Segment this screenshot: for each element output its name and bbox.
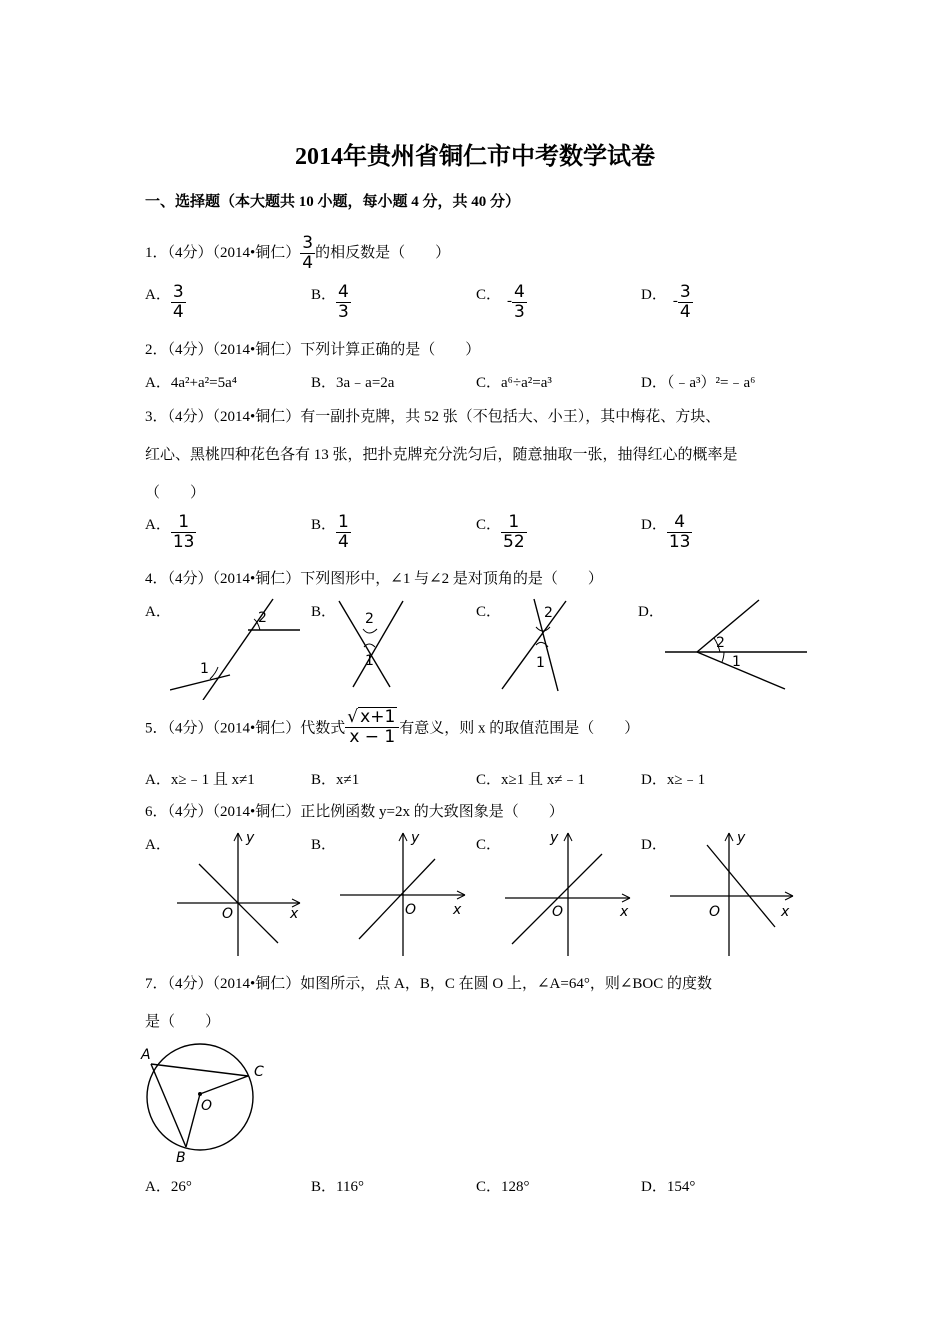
question-3: 3．（4分）（2014•铜仁）有一副扑克牌，共 52 张（不包括大、小王），其中梅花、方块、 — [145, 409, 721, 425]
graph-c — [502, 828, 637, 963]
q1-option-a[interactable]: A． $\frac{3}{4}$ — [145, 282, 184, 322]
q3-option-b[interactable]: B． $\frac{1}{4}$ — [311, 512, 349, 552]
q5-option-c[interactable]: C．x≥1 且 x≠﹣1 — [476, 772, 585, 788]
q3-option-a[interactable]: A． $\frac{1}{13}$ — [145, 512, 195, 552]
q2-option-b[interactable]: B．3a﹣a=2a — [311, 375, 395, 391]
question-4: 4．（4分）（2014•铜仁）下列图形中，∠1 与∠2 是对顶角的是（ ） — [145, 571, 603, 587]
svg-text:y: y — [737, 830, 746, 846]
question-2: 2．（4分）（2014•铜仁）下列计算正确的是（ ） — [145, 342, 481, 358]
q7-option-d[interactable]: D．154° — [641, 1179, 696, 1195]
graph-b — [337, 828, 472, 963]
q7-option-b[interactable]: B．116° — [311, 1179, 364, 1195]
q5-option-b[interactable]: B．x≠1 — [311, 772, 360, 788]
angle-1-label: 1 — [200, 661, 209, 677]
q7-option-a[interactable]: A．26° — [145, 1179, 192, 1195]
q1-option-c[interactable]: C． - $\frac{4}{3}$ — [476, 282, 525, 322]
q7-option-c[interactable]: C．128° — [476, 1179, 530, 1195]
svg-text:1: 1 — [536, 655, 545, 671]
q3-option-c[interactable]: C． $\frac{1}{52}$ — [476, 512, 525, 552]
angle-figure-b — [335, 597, 410, 690]
svg-text:y: y — [411, 830, 420, 846]
q6-option-a[interactable]: A． — [145, 837, 171, 853]
question-3-line3: （ ） — [145, 485, 206, 501]
q2-option-c[interactable]: C．a⁶÷a²=a³ — [476, 375, 552, 391]
svg-text:O: O — [201, 1098, 213, 1114]
svg-text:1: 1 — [732, 654, 741, 670]
q5-option-d[interactable]: D．x≥﹣1 — [641, 772, 706, 788]
fraction: $\frac{3}{4}$ — [302, 233, 314, 273]
q4-option-c[interactable]: C． — [476, 604, 502, 620]
angle-figure-a — [170, 595, 305, 700]
svg-text:O: O — [222, 906, 234, 922]
q5-option-a[interactable]: A．x≥﹣1 且 x≠1 — [145, 772, 255, 788]
svg-text:O: O — [709, 904, 721, 920]
q1-option-d[interactable]: D． - $\frac{3}{4}$ — [641, 282, 691, 322]
q6-option-d[interactable]: D． — [641, 837, 667, 853]
circle-figure — [138, 1042, 273, 1167]
svg-text:x: x — [290, 906, 299, 922]
question-7-line2: 是（ ） — [145, 1014, 221, 1030]
svg-text:2: 2 — [365, 611, 374, 627]
question-1 — [145, 234, 450, 273]
question-3-line2: 红心、黑桃四种花色各有 13 张，把扑克牌充分洗匀后，随意抽取一张，抽得红心的概率是 — [145, 447, 738, 463]
svg-text:A: A — [141, 1047, 151, 1063]
question-number: 1． — [145, 244, 168, 261]
graph-d — [667, 828, 802, 963]
svg-text:B: B — [176, 1150, 186, 1166]
q4-option-d[interactable]: D． — [638, 604, 664, 620]
svg-text:1: 1 — [365, 653, 374, 669]
svg-text:O: O — [405, 902, 417, 918]
svg-text:x: x — [453, 902, 462, 918]
q4-option-b[interactable]: B． — [311, 604, 337, 620]
svg-text:y: y — [246, 830, 255, 846]
svg-text:y: y — [550, 830, 559, 846]
q2-option-d[interactable]: D．（﹣a³）²=﹣a⁶ — [641, 375, 756, 391]
question-text: 的相反数是（ ） — [315, 244, 451, 261]
svg-text:C: C — [254, 1064, 264, 1080]
q6-option-c[interactable]: C． — [476, 837, 502, 853]
angle-2-label: 2 — [258, 610, 267, 626]
angle-figure-c — [500, 597, 575, 692]
graph-a — [172, 828, 307, 963]
svg-text:x: x — [781, 904, 790, 920]
svg-text:2: 2 — [544, 605, 553, 621]
q6-option-b[interactable]: B． — [311, 837, 337, 853]
question-6: 6．（4分）（2014•铜仁）正比例函数 y=2x 的大致图象是（ ） — [145, 804, 564, 820]
svg-text:2: 2 — [716, 635, 725, 651]
angle-figure-d — [662, 597, 810, 692]
svg-text:O: O — [552, 904, 564, 920]
fraction-sqrt: $\frac{√ x+1}{x - 1}$ — [345, 707, 399, 747]
question-7: 7．（4分）（2014•铜仁）如图所示，点 A，B，C 在圆 O 上，∠A=64°，则∠BOC 的度数 — [145, 976, 712, 992]
q2-option-a[interactable]: A．4a²+a²=5a⁴ — [145, 375, 237, 391]
q1-option-b[interactable]: B． $\frac{4}{3}$ — [311, 282, 349, 322]
page-title: 2014年贵州省铜仁市中考数学试卷 — [295, 144, 655, 170]
svg-text:x: x — [620, 904, 629, 920]
q3-option-d[interactable]: D． $\frac{4}{13}$ — [641, 512, 691, 552]
question-5: 5．（4分）（2014•铜仁）代数式 $\frac{√ x+1}{x - 1}$ 有意义，则 x 的取值范围是（ ） — [145, 707, 640, 747]
q4-option-a[interactable]: A． — [145, 604, 171, 620]
question-meta: （4分）（2014•铜仁） — [167, 244, 301, 261]
section-heading: 一、选择题（本大题共 10 小题，每小题 4 分，共 40 分） — [145, 194, 521, 210]
